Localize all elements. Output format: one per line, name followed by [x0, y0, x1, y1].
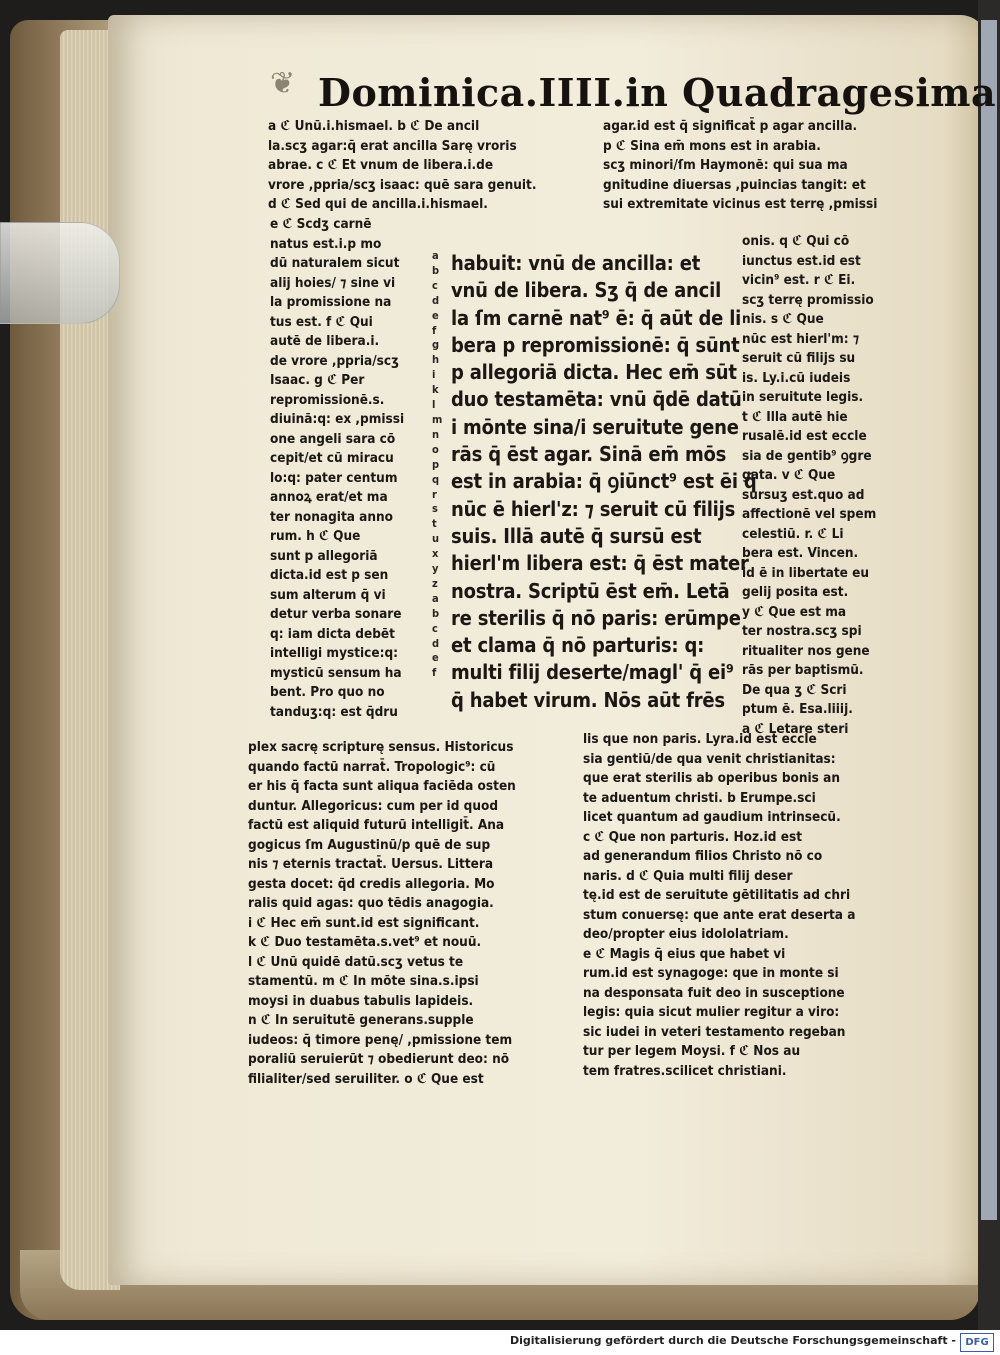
right-border	[978, 0, 1000, 1330]
gloss-line: alij hoies/ ⁊ sine vi	[270, 274, 396, 291]
main-text-line: nūc ē hierl'z: ⁊ seruit cū filijs	[451, 496, 736, 521]
gloss-line: plex sacrę scripturę sensus. Historicus	[248, 739, 514, 755]
gloss-line: iudeos: q̄ timore penę/ ,pmissione tem	[248, 1031, 513, 1048]
main-text-line: re sterilis q̄ nō paris: erūmpe	[451, 605, 741, 630]
gloss-line: tem fratres.scilicet christiani.	[583, 1062, 787, 1079]
gloss-line: ad generandum filios Christo nō co	[583, 848, 823, 864]
gloss-line: scʒ terrę promissio	[742, 291, 874, 308]
gloss-line: e ℭ Magis q̄ eius que habet vi	[583, 945, 786, 962]
gloss-line: tus est. f ℭ Qui	[270, 313, 373, 330]
margin-letter: d	[432, 636, 440, 650]
gloss-line: celestiū. r. ℭ Li	[742, 525, 844, 542]
gloss-line: dicta.id est p sen	[270, 567, 389, 583]
margin-letter: y	[432, 562, 439, 576]
margin-letter: c	[432, 278, 438, 292]
main-text-line: suis. Illā autē q̄ sursū est	[451, 523, 702, 548]
gloss-top-right	[603, 117, 877, 215]
gloss-line: onis. q ℭ Qui cō	[742, 233, 850, 249]
gloss-line: bent. Pro quo no	[270, 684, 385, 700]
main-text-line: la ſm carnē nat⁹ ē: q̄ aūt de li	[451, 305, 742, 330]
gloss-line: factū est aliquid futurū intelligit̄. Ana	[248, 817, 505, 833]
gloss-line: seruit cū filijs su	[742, 350, 856, 366]
gloss-line: agar.id est q̄ significat̄ p agar ancilla.	[603, 118, 858, 134]
gloss-line: De qua ʒ ℭ Scri	[742, 681, 847, 698]
gloss-line: moysi in duabus tabulis lapideis.	[248, 992, 474, 1009]
gloss-line: t ℭ Illa autē hie	[742, 408, 848, 425]
gloss-line: poraliū seruierūt ⁊ obedierunt deo: nō	[248, 1051, 510, 1067]
main-text	[451, 250, 757, 714]
gloss-line: stum conuersę: que ante erat deserta a	[583, 906, 856, 923]
main-text-line: i mōnte sina/i seruitute gene	[451, 414, 739, 439]
gloss-line: er his q̄ facta sunt aliqua faciēda osten	[248, 778, 516, 794]
margin-letter: i	[432, 368, 436, 382]
gloss-line: tur per legem Moysi. f ℭ Nos au	[583, 1043, 801, 1059]
gloss-line: i ℭ Hec em̄ sunt.id est significant.	[248, 914, 480, 931]
gloss-line: sia de gentib⁹ ꝯgre	[742, 447, 872, 464]
gloss-line: in seruitute legis.	[742, 389, 864, 405]
footer	[0, 1330, 1000, 1355]
gloss-line: cepit/et cū miracu	[270, 450, 394, 466]
margin-letter: a	[432, 249, 439, 262]
gloss-line: ralis quid agas: quo tēdis anagogia.	[248, 895, 494, 911]
margin-letter: z	[432, 576, 438, 590]
margin-letter: x	[432, 547, 439, 561]
gloss-line: intelligi mystice:q:	[270, 645, 399, 661]
margin-letter: r	[432, 487, 437, 501]
gloss-line: repromissionē.s.	[270, 391, 385, 408]
gloss-line: nis ⁊ eternis tractat̄. Uersus. Littera	[248, 856, 494, 872]
gloss-line: naris. d ℭ Quia multi filij deser	[583, 867, 793, 884]
gloss-line: nis. s ℭ Que	[742, 311, 824, 327]
margin-letter: f	[432, 323, 437, 337]
gloss-line: a ℭ Letare steri	[742, 720, 849, 737]
gloss-line: gnitudine diuersas ,puincias tangit: et	[603, 176, 866, 193]
gloss-line: y ℭ Que est ma	[742, 603, 847, 620]
main-text-line: nostra. Scriptū ēst em̄. Letā	[451, 578, 730, 603]
margin-letter: c	[432, 621, 438, 635]
main-text-line: duo testamēta: vnū q̄dē datū	[451, 387, 742, 412]
margin-letter: s	[432, 502, 438, 516]
margin-letter: t	[432, 517, 437, 531]
gloss-line: duntur. Allegoricus: cum per id quod	[248, 797, 499, 814]
gloss-line: d ℭ Sed qui de ancilla.i.hismael.	[268, 196, 488, 212]
gloss-line: vicin⁹ est. r ℭ Ei.	[742, 272, 856, 288]
margin-letter: f	[432, 666, 437, 680]
gloss-line: rās per baptismū.	[742, 662, 864, 678]
gloss-line: e ℭ Scdʒ carnē	[270, 216, 372, 232]
gloss-bottom-right	[583, 730, 855, 1081]
gloss-line: te aduentum christi. b Erumpe.sci	[583, 789, 816, 806]
margin-letter: g	[432, 338, 440, 352]
gloss-line: gelij posita est.	[742, 584, 849, 600]
gloss-line: annoꝝ erat/et ma	[270, 489, 388, 505]
gloss-left-column	[270, 215, 404, 722]
gloss-line: gogicus ſm Augustinū/p quē de sup	[248, 836, 491, 853]
gloss-line: licet quantum ad gaudium intrinsecū.	[583, 809, 841, 825]
margin-letter: d	[432, 293, 440, 307]
main-text-line: multi filij deserte/magl' q̄ ei⁹	[451, 660, 734, 685]
margin-letter: m	[432, 412, 443, 426]
margin-letter: l	[432, 398, 436, 412]
gloss-line: nūc est hierl'm: ⁊	[742, 330, 860, 347]
margin-letter: o	[432, 442, 439, 456]
main-margin-letters	[432, 249, 446, 681]
margin-letter: b	[432, 263, 440, 277]
main-text-line: hierl'm libera est: q̄ ēst mater	[451, 551, 749, 576]
gloss-line: na desponsata fuit deo in susceptione	[583, 984, 845, 1001]
margin-letter: p	[432, 457, 440, 471]
gloss-line: detur verba sonare	[270, 606, 402, 622]
gloss-line: q: iam dicta debēt	[270, 625, 395, 642]
gloss-line: id ē in libertate eu	[742, 564, 869, 581]
gloss-line: gesta docet: q̄d credis allegoria. Mo	[248, 875, 495, 892]
gloss-line: sum alterum q̄ vi	[270, 586, 386, 603]
main-text-line: vnū de libera. Sʒ q̄ de ancil	[451, 278, 722, 303]
gloss-line: is. Ly.i.cū iudeis	[742, 369, 851, 386]
margin-letter: a	[432, 591, 439, 605]
gloss-line: ter nostra.scʒ spi	[742, 623, 862, 639]
main-text-line: est in arabia: q̄ ꝯiūnct⁹ est ēi q̄	[451, 469, 757, 494]
dfg-credit: Digitalisierung gefördert durch die Deutsche Forschungsgemeinschaft -	[509, 1334, 956, 1347]
gloss-line: a ℭ Unū.i.hismael. b ℭ De ancil	[268, 118, 480, 134]
gloss-line: sia gentiū/de qua venit christianitas:	[583, 750, 836, 767]
dfg-logo: DFG	[960, 1333, 994, 1352]
gloss-line: scʒ minori/ſm Haymonē: qui sua ma	[603, 157, 848, 173]
gloss-line: deo/propter eius idololatriam.	[583, 926, 789, 942]
gloss-line: gata. v ℭ Que	[742, 467, 836, 483]
margin-letter: b	[432, 606, 440, 620]
margin-letter: e	[432, 651, 439, 665]
gloss-line: ptum ē. Esa.liiij.	[742, 701, 853, 717]
gloss-line: la promissione na	[270, 294, 392, 310]
gloss-line: n ℭ In seruitutē generans.supple	[248, 1012, 474, 1028]
cloth-strip	[981, 20, 997, 1220]
gloss-line: sui extremitate vicinus est terrę ,pmissi	[603, 196, 878, 212]
ornament-icon: ❦	[270, 66, 296, 101]
gloss-line: sunt p allegoriā	[270, 547, 378, 564]
gloss-right-column	[742, 232, 876, 739]
gloss-line: stamentū. m ℭ In mōte sina.s.ipsi	[248, 973, 479, 989]
margin-letter: u	[432, 532, 440, 546]
main-text-line: et clama q̄ nō parturis: q:	[451, 633, 705, 658]
gloss-line: dū naturalem sicut	[270, 255, 400, 271]
page-clamp	[0, 222, 120, 324]
gloss-line: p ℭ Sina em̄ mons est in arabia.	[603, 137, 821, 154]
main-text-line: q̄ habet virum. Nōs aūt frēs	[451, 687, 725, 712]
gloss-line: quando factū narrat̄. Tropologic⁹: cū	[248, 758, 496, 775]
gloss-line: que erat sterilis ab operibus bonis an	[583, 770, 840, 786]
main-text-line: bera p repromissionē: q̄ sūnt	[451, 332, 740, 357]
gloss-line: de vrore ,ppria/scʒ	[270, 352, 399, 369]
gloss-line: rum. h ℭ Que	[270, 528, 361, 544]
margin-letter: k	[432, 383, 439, 397]
gloss-line: la.scʒ agar:q̄ erat ancilla Sarę vroris	[268, 137, 517, 154]
gloss-line: iunctus est.id est	[742, 252, 861, 269]
gloss-line: sic iudei in veteri testamento regeban	[583, 1023, 846, 1040]
margin-letter: e	[432, 308, 439, 322]
gloss-line: diuinā:q: ex ,pmissi	[270, 411, 405, 427]
gloss-line: ritualiter nos gene	[742, 642, 870, 659]
gloss-line: ter nonagita anno	[270, 508, 394, 525]
gloss-line: rusalē.id est eccle	[742, 428, 867, 444]
margin-letter: q	[432, 472, 440, 486]
gloss-line: bera est. Vincen.	[742, 545, 859, 561]
gloss-line: lis que non paris. Lyra.id est eccle	[583, 731, 817, 747]
gloss-line: vrore ,ppria/scʒ isaac: quē sara genuit.	[268, 176, 537, 193]
gloss-top-left	[268, 117, 536, 215]
gloss-line: k ℭ Duo testamēta.s.vet⁹ et nouū.	[248, 934, 482, 950]
gloss-line: abrae. c ℭ Et vnum de libera.i.de	[268, 157, 494, 173]
gloss-bottom-left	[248, 738, 516, 1089]
gloss-line: mysticū sensum ha	[270, 664, 402, 681]
gloss-line: legis: quia sicut mulier regitur a viro:	[583, 1004, 840, 1020]
gloss-line: Isaac. g ℭ Per	[270, 372, 365, 388]
gloss-line: lo:q: pater centum	[270, 469, 398, 486]
gloss-line: sursuʒ est.quo ad	[742, 486, 865, 503]
gloss-line: autē de libera.i.	[270, 333, 380, 349]
page-heading: Dominica.IIII.in Quadragesima	[318, 70, 997, 115]
gloss-line: natus est.i.p mo	[270, 235, 382, 252]
gloss-line: one angeli sara cō	[270, 430, 396, 447]
gloss-line: filialiter/sed seruiliter. o ℭ Que est	[248, 1070, 484, 1087]
gloss-line: l ℭ Unū quidē datū.scʒ vetus te	[248, 953, 464, 970]
margin-letter: n	[432, 427, 440, 441]
main-text-line: rās q̄ ēst agar. Sinā em̄ mōs	[451, 442, 727, 467]
gloss-line: affectionē vel spem	[742, 506, 877, 522]
gloss-line: tanduʒ:q: est q̄dru	[270, 703, 398, 720]
main-text-line: p allegoriā dicta. Hec em̄ sūt	[451, 360, 737, 385]
main-text-line: habuit: vnū de ancilla: et	[451, 251, 701, 275]
gloss-line: c ℭ Que non parturis. Hoz.id est	[583, 828, 802, 845]
gloss-line: rum.id est synagoge: que in monte si	[583, 965, 839, 981]
margin-letter: h	[432, 353, 440, 367]
gloss-line: tę.id est de seruitute gētilitatis ad chri	[583, 887, 851, 903]
